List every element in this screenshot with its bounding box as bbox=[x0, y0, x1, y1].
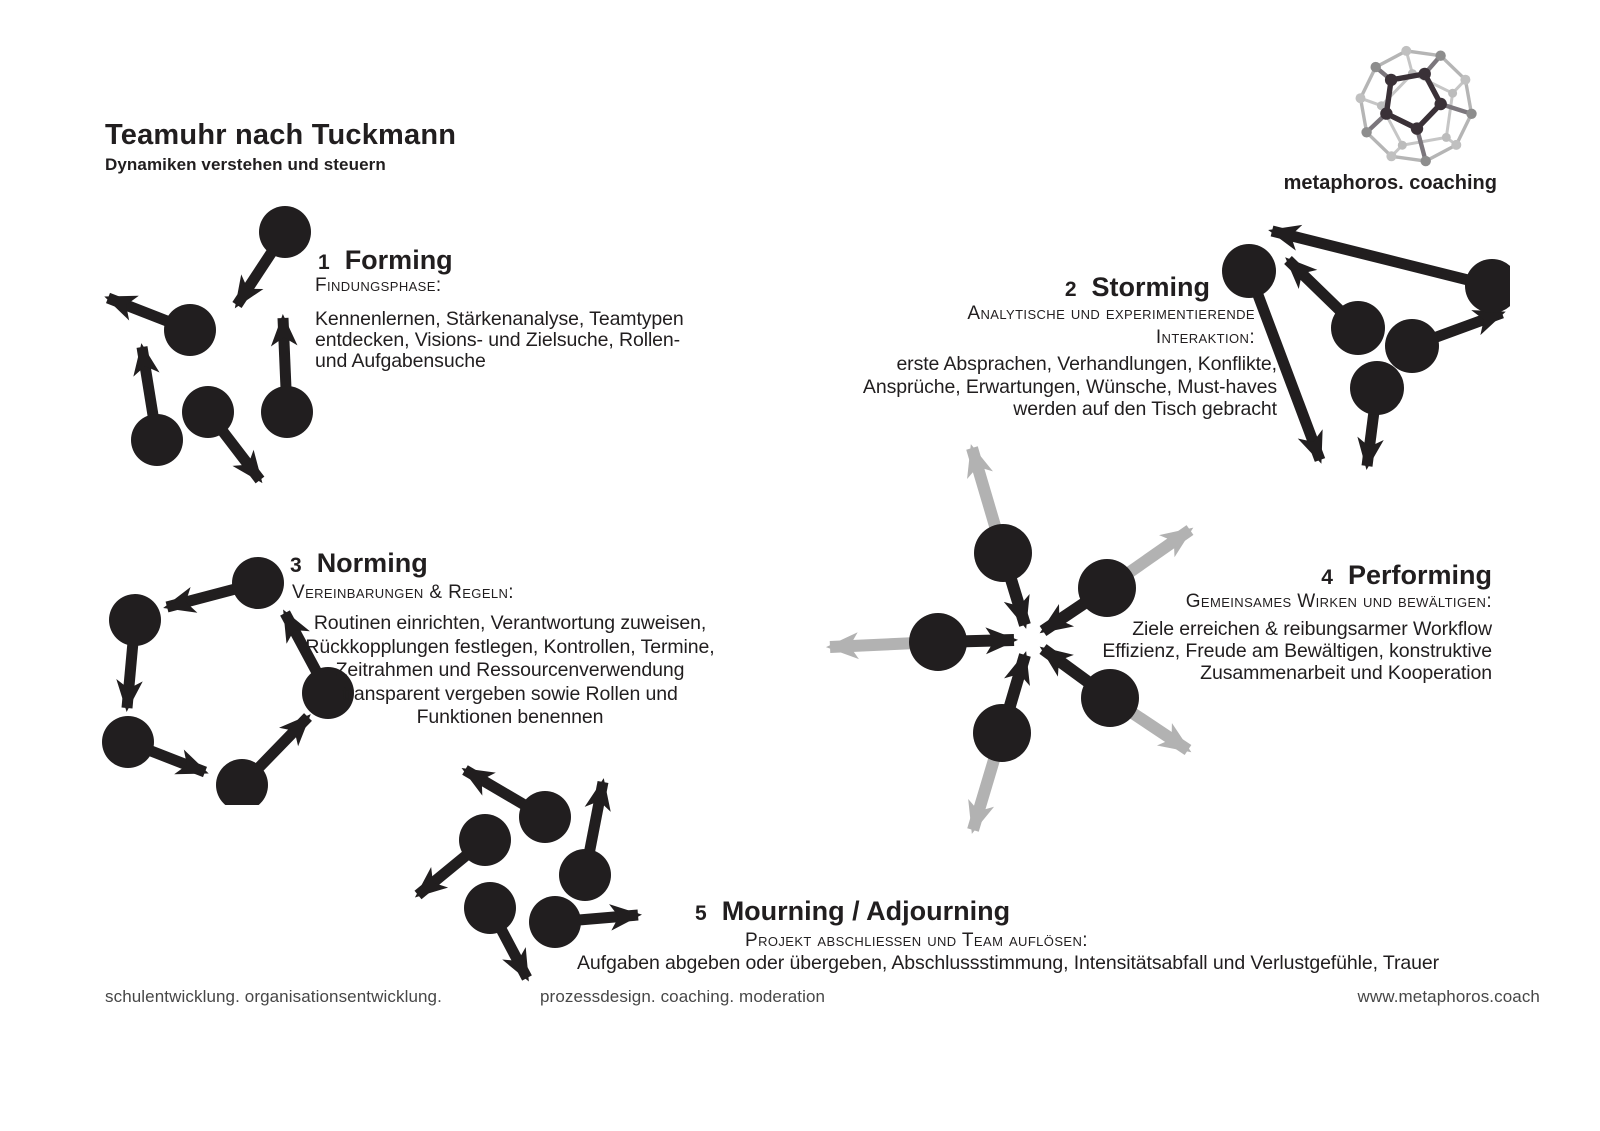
page-title: Teamuhr nach Tuckmann bbox=[105, 119, 457, 151]
phase-forming-heading bbox=[318, 247, 453, 274]
phase-storming-heading bbox=[1065, 274, 1210, 301]
phase-norming-subtitle: Vereinbarungen & Regeln: bbox=[292, 582, 514, 603]
subtitle-line: Interaktion: bbox=[1155, 327, 1255, 348]
phase-mourning-heading bbox=[695, 898, 1010, 925]
dodecahedron-network-icon bbox=[1340, 42, 1490, 174]
phase-performing-subtitle: Gemeinsames Wirken und bewältigen: bbox=[1185, 591, 1492, 612]
description-line: werden auf den Tisch gebracht bbox=[1013, 398, 1277, 420]
phase-name: Performing bbox=[1347, 560, 1492, 590]
description-line: Routinen einrichten, Verantwortung zuweisen, bbox=[313, 612, 707, 634]
description-line: Funktionen benennen bbox=[416, 706, 604, 728]
phase-forming-subtitle: Findungsphase: bbox=[315, 275, 442, 296]
phase-performing-heading bbox=[1321, 562, 1492, 589]
description-line: Kennenlernen, Stärkenanalyse, Teamtypen bbox=[315, 308, 684, 330]
footer-left: schulentwicklung. organisationsentwicklung. bbox=[105, 987, 442, 1006]
page-subtitle: Dynamiken verstehen und steuern bbox=[105, 155, 386, 175]
phase-number: 4 bbox=[1321, 566, 1333, 589]
brand-caption: metaphoros. coaching bbox=[1283, 172, 1497, 194]
phase-storming-subtitle bbox=[967, 302, 1255, 350]
description-line: erste Absprachen, Verhandlungen, Konflikte, bbox=[896, 353, 1277, 375]
phase-name: Mourning / Adjourning bbox=[721, 896, 1011, 926]
description-line: Ansprüche, Erwartungen, Wünsche, Must-haves bbox=[862, 375, 1277, 398]
footer-center: prozessdesign. coaching. moderation bbox=[540, 987, 826, 1006]
phase-mourning-subtitle: Projekt abschließen und Team auflösen: bbox=[745, 930, 1088, 951]
phase-storming-description bbox=[863, 353, 1277, 421]
description-line: Aufgaben abgeben oder übergeben, Abschlussstimmung, Intensitätsabfall und Verlustgefühle, Trauer bbox=[577, 952, 1439, 974]
phase-number: 3 bbox=[290, 554, 302, 577]
phase-performing-description bbox=[1102, 618, 1492, 684]
phase-name: Storming bbox=[1091, 272, 1210, 302]
description-line: Zeitrahmen und Ressourcenverwendung bbox=[335, 659, 685, 681]
phase-forming-description bbox=[315, 309, 684, 372]
phase-norming-description bbox=[300, 612, 720, 730]
title-block bbox=[105, 120, 456, 175]
subtitle-line: Analytische und experimentierende bbox=[967, 303, 1255, 324]
phase-norming-heading bbox=[290, 550, 428, 577]
phase-name: Forming bbox=[344, 245, 453, 275]
phase-number: 5 bbox=[695, 902, 707, 925]
phase-mourning-description bbox=[577, 952, 1439, 975]
description-line: entdecken, Visions- und Zielsuche, Rollen- bbox=[315, 329, 681, 351]
phase-number: 2 bbox=[1064, 278, 1077, 301]
footer-website: www.metaphoros.coach bbox=[1357, 987, 1540, 1006]
phase-number: 1 bbox=[318, 251, 330, 274]
description-line: Ziele erreichen & reibungsarmer Workflow bbox=[1132, 618, 1492, 640]
logo-outer-nodes bbox=[1356, 46, 1477, 166]
phase-name: Norming bbox=[316, 548, 428, 578]
description-line: und Aufgabensuche bbox=[315, 350, 486, 372]
forming-diagram bbox=[80, 195, 320, 485]
description-line: transparent vergeben sowie Rollen und bbox=[342, 682, 678, 705]
description-line: Rückkopplungen festlegen, Kontrollen, Termine, bbox=[305, 635, 715, 658]
description-line: Zusammenarbeit und Kooperation bbox=[1200, 662, 1492, 684]
description-line: Effizienz, Freude am Bewältigen, konstruktive bbox=[1102, 640, 1492, 662]
